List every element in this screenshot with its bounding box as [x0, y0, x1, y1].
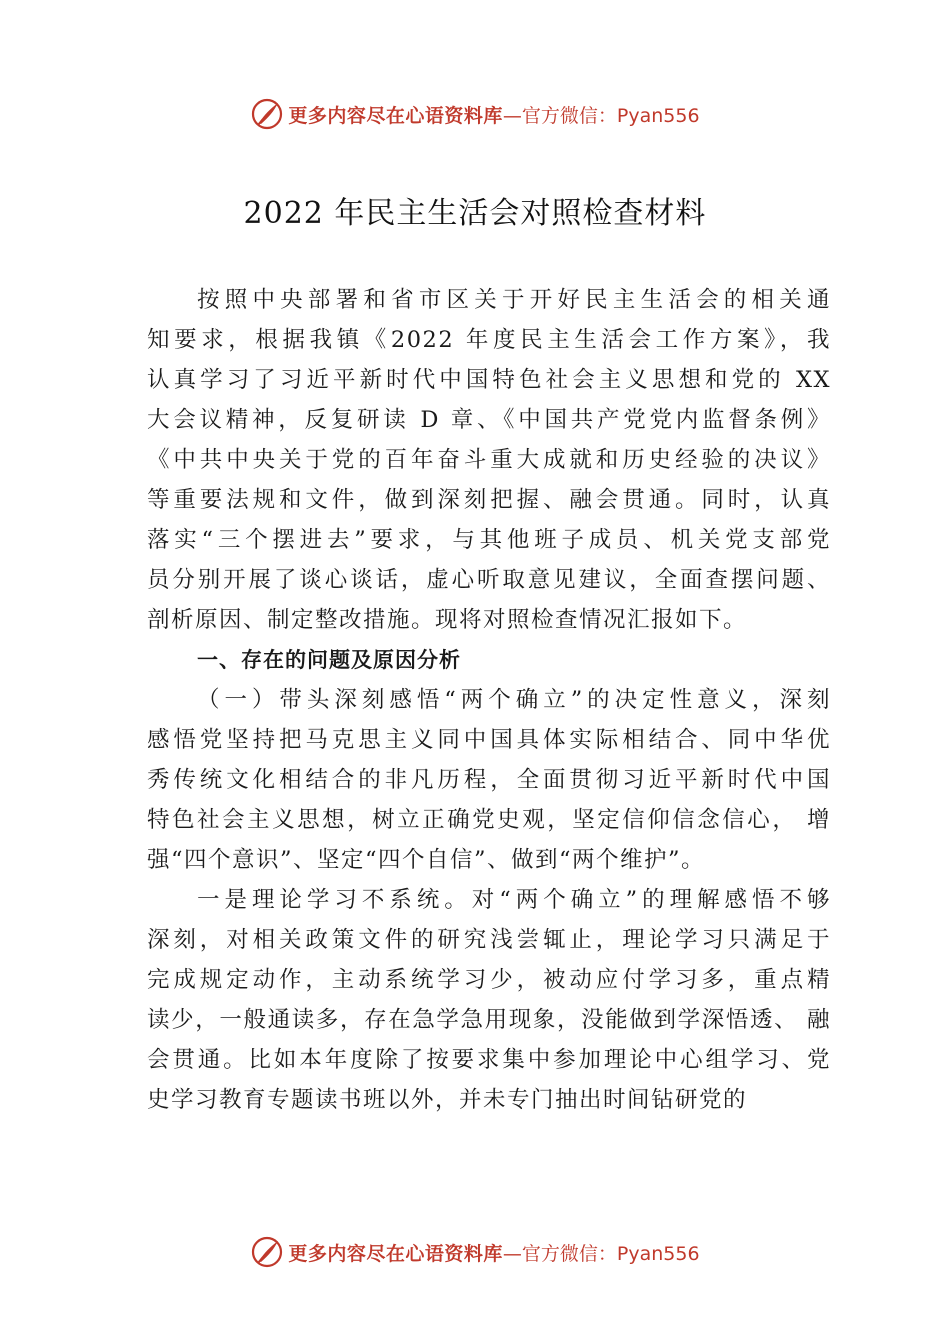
- body-line: 《中共中央关于党的百年奋斗重大成就和历史经验的决议》: [147, 447, 831, 473]
- body-line: 秀传统文化相结合的非凡历程，全面贯彻习近平新时代中国: [147, 767, 831, 793]
- header-watermark-banner: [0, 94, 950, 134]
- quill-logo-icon: [250, 1235, 284, 1269]
- body-line: 强“四个意识”、坚定“四个自信”、做到“两个维护”。: [147, 847, 706, 873]
- footer-watermark-banner: [0, 1232, 950, 1272]
- body-line: 深刻，对相关政策文件的研究浅尝辄止，理论学习只满足于: [147, 927, 831, 953]
- body-line: 落实“三个摆进去”要求，与其他班子成员、机关党支部党: [147, 527, 831, 553]
- body-line: 完成规定动作，主动系统学习少，被动应付学习多，重点精: [147, 967, 831, 993]
- body-line: 等重要法规和文件，做到深刻把握、融会贯通。同时，认真: [147, 487, 831, 513]
- header-brand-text: 更多内容尽在心语资料库: [288, 104, 503, 127]
- body-line: 会贯通。比如本年度除了按要求集中参加理论中心组学习、党: [147, 1047, 831, 1073]
- body-line: 知要求，根据我镇《2022 年度民主生活会工作方案》，我: [147, 327, 831, 353]
- body-line: 大会议精神，反复研读 D 章、《中国共产党党内监督条例》: [147, 407, 831, 433]
- body-line: 读少，一般通读多，存在急学急用现象，没能做到学深悟透、 融: [147, 1007, 831, 1033]
- body-line: 认真学习了习近平新时代中国特色社会主义思想和党的 XX: [147, 367, 831, 393]
- footer-contact-text: —官方微信：Pyan556: [502, 1242, 700, 1265]
- header-contact-text: —官方微信：Pyan556: [502, 104, 700, 127]
- body-line: 史学习教育专题读书班以外，并未专门抽出时间钻研党的: [147, 1087, 748, 1113]
- body-line: 感悟党坚持把马克思主义同中国具体实际相结合、同中华优: [147, 727, 831, 753]
- body-line: 特色社会主义思想，树立正确党史观，坚定信仰信念信心， 增: [147, 807, 831, 833]
- body-line: 一是理论学习不系统。对“两个确立”的理解感悟不够: [197, 887, 831, 913]
- footer-brand-text: 更多内容尽在心语资料库: [288, 1242, 503, 1265]
- body-line: 按照中央部署和省市区关于开好民主生活会的相关通: [197, 287, 831, 313]
- body-line: 员分别开展了谈心谈话，虚心听取意见建议，全面查摆问题、: [147, 567, 831, 593]
- body-line: 剖析原因、制定整改措施。现将对照检查情况汇报如下。: [147, 607, 748, 633]
- document-title: 2022 年民主生活会对照检查材料: [243, 196, 707, 231]
- subsection-line: （一）带头深刻感悟“两个确立”的决定性意义，深刻: [197, 687, 831, 713]
- quill-logo-icon: [250, 97, 284, 131]
- document-body: [147, 280, 831, 1120]
- section-heading: 一、存在的问题及原因分析: [197, 648, 461, 672]
